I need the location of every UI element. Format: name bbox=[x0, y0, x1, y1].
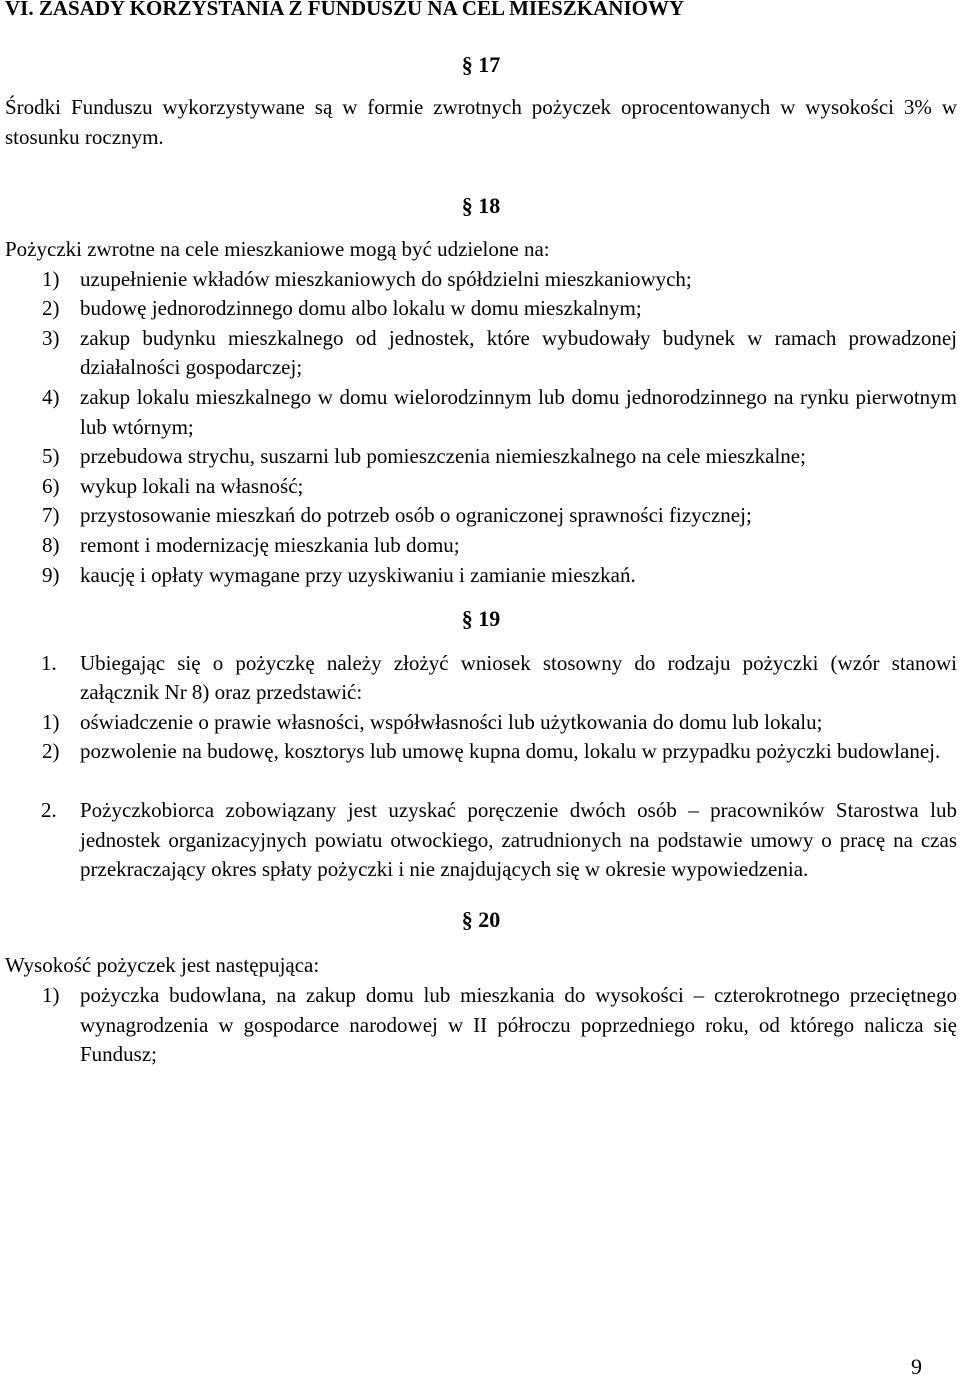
section-17-text: Środki Funduszu wykorzystywane są w formie zwrotnych pożyczek oprocentowanych w wysokości 3% w stosunku rocznym. bbox=[5, 95, 957, 149]
section-sign-18: § 18 bbox=[461, 193, 501, 219]
list-item-text: oświadczenie o prawie własności, współwłasności lub użytkowania do domu lub lokalu; bbox=[80, 709, 823, 734]
section-19-point-2 bbox=[5, 796, 957, 885]
list-item bbox=[5, 501, 957, 531]
section-19-point-1 bbox=[5, 649, 957, 708]
list-item-number: 6) bbox=[42, 473, 60, 498]
point-text: Ubiegając się o pożyczkę należy złożyć wniosek stosowny do rodzaju pożyczki (wzór stanowi załącznik Nr 8) oraz przedstawić: bbox=[80, 650, 957, 705]
list-item-number: 2) bbox=[42, 739, 60, 764]
list-item-number: 5) bbox=[42, 444, 60, 469]
list-item bbox=[5, 737, 957, 767]
list-item-number: 8) bbox=[42, 532, 60, 557]
list-item bbox=[5, 442, 957, 472]
list-item-text: wykup lokali na własność; bbox=[80, 473, 304, 498]
list-item-text: kaucję i opłaty wymagane przy uzyskiwaniu i zamianie mieszkań. bbox=[80, 562, 636, 587]
section-sign-17: § 17 bbox=[461, 51, 501, 77]
list-item-number: 1) bbox=[42, 709, 60, 734]
point-number: 2. bbox=[41, 798, 57, 823]
section-19-point-1-list bbox=[5, 708, 957, 767]
list-item-text: pozwolenie na budowę, kosztorys lub umowę kupna domu, lokalu w przypadku pożyczki budowlanej. bbox=[80, 739, 941, 764]
list-item-number: 1) bbox=[42, 983, 60, 1008]
point-number: 1. bbox=[41, 650, 57, 675]
list-item bbox=[5, 294, 957, 324]
list-item-text: remont i modernizację mieszkania lub domu; bbox=[80, 532, 460, 557]
list-item-text: zakup budynku mieszkalnego od jednostek, które wybudowały budynek w ramach prowadzonej działalności gospodarczej; bbox=[80, 325, 957, 380]
list-item-number: 9) bbox=[42, 562, 60, 587]
list-item bbox=[5, 708, 957, 738]
list-item-number: 4) bbox=[42, 384, 60, 409]
list-item-text: uzupełnienie wkładów mieszkaniowych do spółdzielni mieszkaniowych; bbox=[80, 266, 692, 291]
section-18-intro: Pożyczki zwrotne na cele mieszkaniowe mogą być udzielone na: bbox=[5, 236, 550, 261]
point-text: Pożyczkobiorca zobowiązany jest uzyskać poręczenie dwóch osób – pracowników Starostwa lub jednostek organizacyjnych powiatu otwockiego, zatrudnionych na podstawie umowy o pracę na czas przekraczający okres spłaty pożyczki i nie znajdujących się w okresie wypowiedzenia. bbox=[80, 798, 957, 882]
list-item-number: 1) bbox=[42, 266, 60, 291]
list-item bbox=[5, 981, 957, 1070]
list-item-text: przebudowa strychu, suszarni lub pomieszczenia niemieszkalnego na cele mieszkalne; bbox=[80, 444, 806, 469]
section-sign-20: § 20 bbox=[461, 906, 501, 932]
list-item-number: 3) bbox=[42, 325, 60, 350]
list-item-number: 2) bbox=[42, 296, 60, 321]
section-20-intro: Wysokość pożyczek jest następująca: bbox=[5, 953, 320, 978]
document-page bbox=[5, 0, 957, 1070]
list-item bbox=[5, 324, 957, 383]
chapter-title: VI. ZASADY KORZYSTANIA Z FUNDUSZU NA CEL MIESZKANIOWY bbox=[5, 0, 685, 20]
list-item-text: pożyczka budowlana, na zakup domu lub mieszkania do wysokości – czterokrotnego przeciętnego wynagrodzenia w gospodarce narodowej w II półroczu poprzedniego roku, od którego nalicza się Fundusz; bbox=[80, 983, 957, 1067]
section-18-list bbox=[5, 265, 957, 591]
page-number: 9 bbox=[911, 1354, 922, 1379]
list-item bbox=[5, 531, 957, 561]
list-item-text: przystosowanie mieszkań do potrzeb osób o ograniczonej sprawności fizycznej; bbox=[80, 503, 752, 528]
list-item bbox=[5, 383, 957, 442]
section-sign-19: § 19 bbox=[461, 606, 501, 632]
list-item-text: budowę jednorodzinnego domu albo lokalu w domu mieszkalnym; bbox=[80, 296, 642, 321]
list-item bbox=[5, 561, 957, 591]
list-item bbox=[5, 472, 957, 502]
list-item bbox=[5, 265, 957, 295]
list-item-text: zakup lokalu mieszkalnego w domu wielorodzinnym lub domu jednorodzinnego na rynku pierwotnym lub wtórnym; bbox=[80, 384, 957, 439]
section-20-list bbox=[5, 981, 957, 1070]
list-item-number: 7) bbox=[42, 503, 60, 528]
